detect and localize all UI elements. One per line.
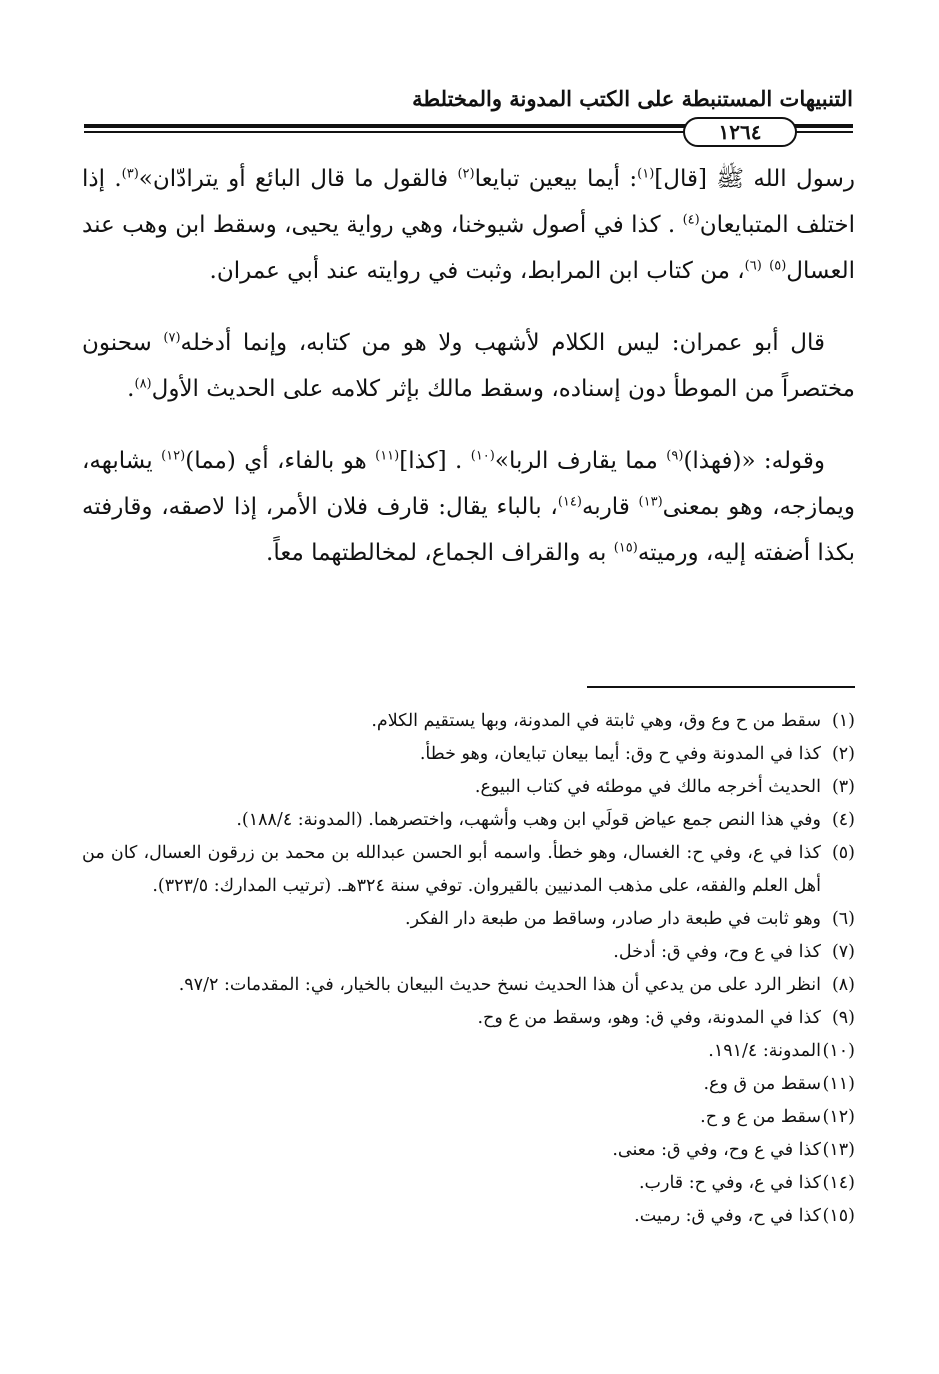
text-run: سحنون مختصراً من الموطأ دون إسناده، وسقط مالك بإثر كلامه على الحديث الأول — [82, 330, 855, 402]
footnote — [82, 1002, 855, 1035]
footnote-text: كذا في المدونة وفي ح وق: أيما بيعان تبايعان، وهو خطأ. — [419, 744, 821, 764]
footnote — [82, 1068, 855, 1101]
footnote-text: سقط من ع و ح. — [700, 1107, 821, 1127]
footnote-text: سقط من ح وع وق، وهي ثابتة في المدونة، وبها يستقيم الكلام. — [371, 711, 821, 731]
footnote-number: (٨) — [831, 975, 855, 995]
main-paragraph — [82, 320, 855, 412]
text-run: رسول الله ﷺ [قال] — [654, 166, 855, 192]
footnote-number: (٦) — [831, 909, 855, 929]
footnote-text: وهو ثابت في طبعة دار صادر، وساقط من طبعة دار الفكر. — [405, 909, 821, 929]
footnote — [82, 1200, 855, 1233]
footnote-marker: (٥) — [769, 258, 787, 274]
footnote-number: (٧) — [831, 942, 855, 962]
footnote-marker: (١٠) — [470, 448, 495, 464]
footnote-text: سقط من ق وع. — [703, 1074, 821, 1094]
text-run: : أيما بيعين تبايعا — [474, 166, 638, 192]
footnote — [82, 804, 855, 837]
footnote-marker: (٣) — [121, 166, 139, 182]
footnote-text: المدونة: ١٩١/٤. — [708, 1041, 821, 1061]
main-paragraph — [82, 438, 855, 576]
footnote-number: (٢) — [831, 744, 855, 764]
footnote-number: (١٣) — [822, 1140, 855, 1160]
footnote-marker: (١٤) — [557, 494, 582, 510]
footnote-marker: (٧) — [163, 330, 181, 346]
page-number-badge: ١٢٦٤ — [683, 117, 797, 147]
text-run: ، من كتاب ابن المرابط، وثبت في روايته عند أبي عمران. — [209, 258, 745, 284]
footnote — [82, 1035, 855, 1068]
footnote — [82, 1101, 855, 1134]
main-paragraph — [82, 156, 855, 294]
footnote-marker: (٤) — [682, 212, 700, 228]
footnote — [82, 969, 855, 1002]
footnote-marker: (١٥) — [613, 540, 638, 556]
text-run: وقوله: «(فهذا) — [683, 448, 825, 474]
footnote-text: كذا في ع، وفي ح: قارب. — [638, 1173, 821, 1193]
footnote-marker: (١٢) — [161, 448, 186, 464]
footnote — [82, 903, 855, 936]
footnote-text: وفي هذا النص جمع عياض قولَي ابن وهب وأشهب، واختصرهما. (المدونة: ١٨٨/٤). — [236, 810, 821, 830]
text-run: فالقول ما قال البائع أو يترادّان» — [138, 166, 458, 192]
footnote-marker: (١) — [637, 166, 655, 182]
footnote-marker: (٨) — [134, 376, 152, 392]
running-header-title: التنبيهات المستنبطة على الكتب المدونة والمختلطة — [412, 86, 853, 111]
footnote-text: كذا في ح، وفي ق: رميت. — [634, 1206, 821, 1226]
footnote-number: (١٢) — [822, 1107, 855, 1127]
footnotes — [82, 705, 855, 1233]
footnote-text: كذا في ع، وفي ح: الغسال، وهو خطأ. واسمه أبو الحسن عبدالله بن محمد بن زرقون العسال، كان من أهل العلم والفقه، على مذهب المدنيين بالقيروان. توفي سنة ٣٢٤هـ. (ترتيب المدارك: ٣٢٣/٥). — [82, 843, 821, 896]
footnote — [82, 705, 855, 738]
text-run: يشابهه، ويمازجه، وهو بمعنى — [82, 448, 855, 520]
footnote-number: (٥) — [831, 843, 855, 863]
text-run: مما يقارف الربا» — [494, 448, 667, 474]
footnote-number: (٤) — [831, 810, 855, 830]
text-run: . [كذا] — [399, 448, 471, 474]
main-text — [82, 156, 855, 576]
footnote-marker: (١٣) — [638, 494, 663, 510]
footnote-marker: (٢) — [457, 166, 475, 182]
footnote-number: (١٤) — [822, 1173, 855, 1193]
text-run: قاربه — [581, 494, 639, 520]
footnote-number: (١) — [831, 711, 855, 731]
footnote-marker: (٦) — [744, 258, 762, 274]
text-run: . — [127, 376, 135, 402]
text-run: هو بالفاء، أي (مما) — [185, 448, 376, 474]
running-header — [84, 78, 853, 120]
footnote — [82, 936, 855, 969]
footnote-marker: (٩) — [666, 448, 684, 464]
text-run: . كذا في أصول شيوخنا، وهي رواية يحيى، وسقط ابن وهب عند العسال — [82, 212, 855, 284]
footnote — [82, 837, 855, 903]
text-run: ، بالباء يقال: قارف فلان الأمر، إذا لاصقه، وقارفته بكذا أضفته إليه، ورميته — [82, 494, 855, 566]
footnote-number: (٩) — [831, 1008, 855, 1028]
footnote-text: الحديث أخرجه مالك في موطئه في كتاب البيوع. — [474, 777, 821, 797]
text-run: . إذا اختلف المتبايعان — [82, 166, 856, 238]
footnote-number: (١٠) — [822, 1041, 855, 1061]
footnote-marker: (١١) — [375, 448, 400, 464]
footnote-number: (٣) — [831, 777, 855, 797]
footnote-text: كذا في المدونة، وفي ق: وهو، وسقط من ع وح. — [477, 1008, 821, 1028]
text-run: قال أبو عمران: ليس الكلام لأشهب ولا هو من كتابه، وإنما أدخله — [180, 330, 825, 356]
footnote — [82, 771, 855, 804]
text-run: به والقراف الجماع، لمخالطتهما معاً. — [266, 540, 614, 566]
footnote-separator — [587, 686, 855, 688]
footnote — [82, 1134, 855, 1167]
footnote-text: كذا في ع وح، وفي ق: أدخل. — [613, 942, 821, 962]
footnote-number: (١١) — [822, 1074, 855, 1094]
footnote-number: (١٥) — [822, 1206, 855, 1226]
footnote-text: كذا في ع وح، وفي ق: معنى. — [612, 1140, 821, 1160]
footnote-text: انظر الرد على من يدعي أن هذا الحديث نسخ حديث البيعان بالخيار، في: المقدمات: ٩٧/٢. — [178, 975, 821, 995]
footnote — [82, 1167, 855, 1200]
footnote — [82, 738, 855, 771]
